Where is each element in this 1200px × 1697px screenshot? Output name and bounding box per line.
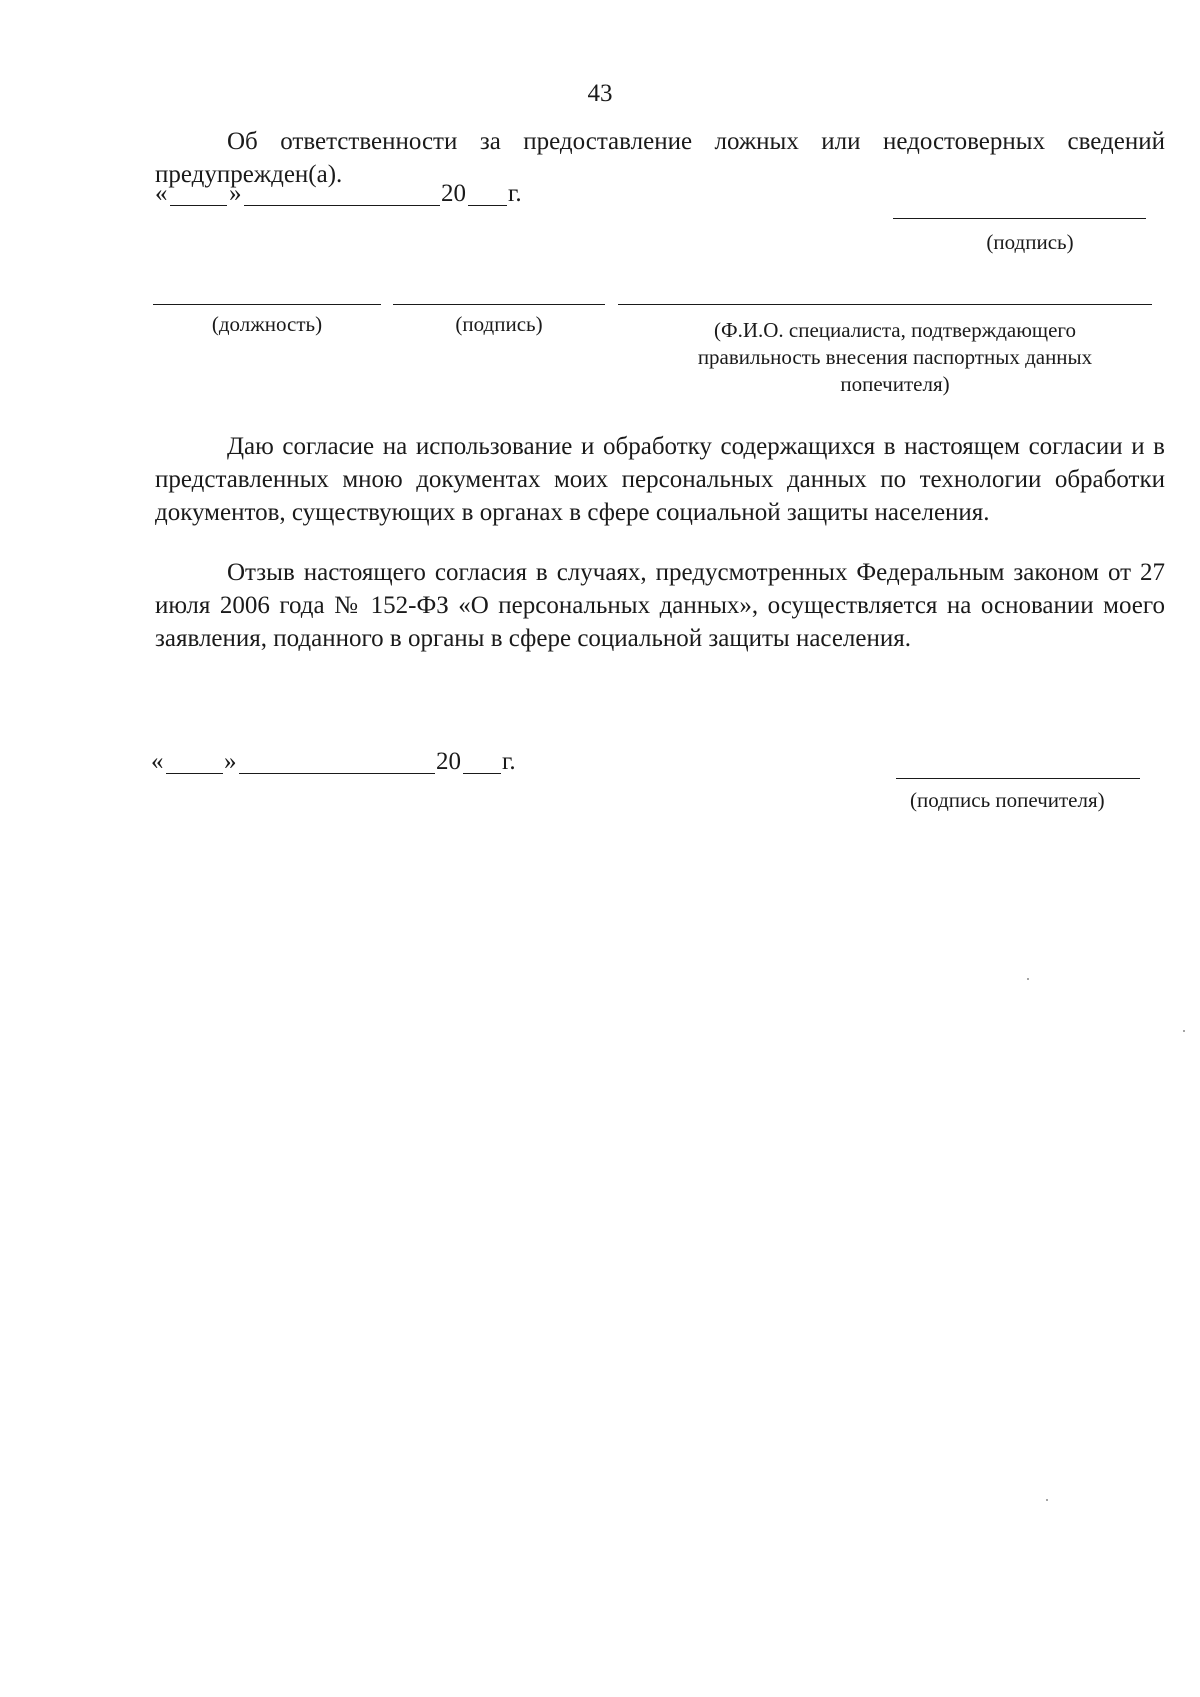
liability-statement	[155, 125, 1165, 191]
date-year-suffix: г.	[508, 180, 522, 207]
final-date-year-prefix: 20	[436, 748, 461, 775]
specialist-signature-caption: (подпись)	[455, 312, 543, 336]
final-signature-caption: (подпись попечителя)	[910, 788, 1105, 812]
consent-text-1: Даю согласие на использование и обработку содержащихся в настоящем согласии и в представленных мною документах моих персональных данных по технологии обработки документов, существующих в органах в сфере социальной защиты населения.	[155, 433, 1165, 526]
page-number: 43	[587, 80, 613, 107]
date-month-blank	[244, 205, 440, 206]
scan-speck	[1046, 1499, 1048, 1501]
date-day-blank	[170, 205, 227, 206]
specialist-position-line	[153, 304, 381, 305]
final-date-year-suffix: г.	[502, 748, 516, 775]
scan-speck	[1183, 1030, 1185, 1032]
specialist-position-caption: (должность)	[211, 312, 323, 336]
final-date-close-quote: »	[224, 748, 237, 775]
liability-signature-line	[893, 218, 1146, 219]
specialist-fio-line	[618, 304, 1152, 305]
final-signature-line	[896, 778, 1140, 779]
final-date-day-blank	[166, 773, 223, 774]
specialist-fio-caption: (Ф.И.О. специалиста, подтверждающего правильность внесения паспортных данных попечителя)	[697, 318, 1093, 396]
final-date-year-blank	[463, 773, 501, 774]
final-date-month-blank	[239, 773, 435, 774]
date-close-quote: »	[229, 180, 242, 207]
consent-text-2: Отзыв настоящего согласия в случаях, предусмотренных Федеральным законом от 27 июля 2006 года № 152-ФЗ «О персональных данных», осуществляется на основании моего заявления, поданного в органы в сфере социальной защиты населения.	[155, 559, 1165, 652]
date-year-prefix: 20	[441, 180, 466, 207]
date-open-quote: «	[155, 180, 168, 207]
specialist-signature-line	[393, 304, 605, 305]
liability-text: Об ответственности за предоставление ложных или недостоверных сведений предупрежден(а).	[155, 128, 1165, 188]
scan-speck	[1027, 978, 1029, 980]
consent-paragraph-2	[155, 556, 1165, 655]
final-date-open-quote: «	[151, 748, 164, 775]
consent-paragraph-1	[155, 430, 1165, 529]
liability-signature-caption: (подпись)	[986, 230, 1074, 254]
date-year-blank	[468, 205, 507, 206]
